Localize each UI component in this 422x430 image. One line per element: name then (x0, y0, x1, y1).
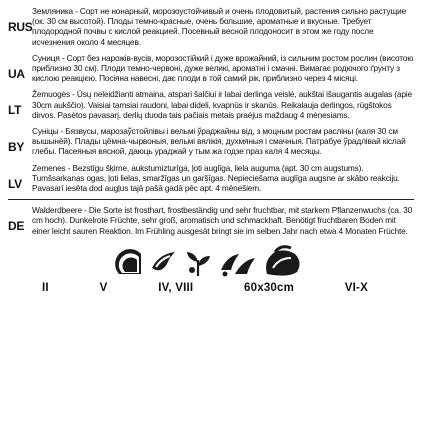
language-code: LV (8, 176, 22, 191)
language-code: BY (8, 140, 25, 155)
description-lt (8, 89, 414, 120)
sun-partial-icon (115, 248, 145, 278)
strawberry-icon (261, 244, 307, 278)
description-de (8, 205, 414, 236)
description-text: Walderdbeere - Die Sorte ist frosthart, frostbeständig und sehr fruchtbar, mit starkem Pflanzenwuchs (ca. 30 cm hoch). Dunkelrote Früchte, sehr groß, aromatisch und schmackhaft. Benötigt fruchtbaren Boden mit einer leicht sauren Reaktion. Im Frühling ausgesät bringt sie im selben Jahr nach etwa 4 Monaten Früchte. (32, 205, 413, 236)
plant-spacing: 60x30cm (244, 281, 295, 294)
description-text: Суніцы - Бязвусы, марозаўстойлівы і вельмі ўраджайны від, з моцным ростам расліны (каля 30 см вышынёй). Плады цёмна-чырвоныя, вельмі вялікія, духмяныя і смачныя. Патрабуе ўрадлівай кіслай глебы. Пасеяныя вясной, даюць ураджай у тым жа годзе праз каля 4 месяцы. (32, 126, 406, 157)
cultivation-calendar (8, 282, 414, 294)
sowing-month: II (42, 281, 49, 294)
cultivation-icons (8, 244, 414, 278)
language-code: LT (8, 103, 22, 118)
harvest-period: VI-X (344, 281, 368, 294)
planting-month: V (99, 281, 108, 294)
divider (8, 199, 414, 200)
description-text: Суниця - Сорт без нарожів-вусів, морозостійкий і дуже врожайний, із сильним ростом рослин (висотою приблизно 30 см). Плоди темно-червоні, дуже великі, ароматні і смачні. Вимагає родючого ґрунту з кислою реакцією. Посіяна навесні, дає плоди в той самий рік, приблизно через 4 місяці. (32, 52, 414, 84)
description-text: Земляника - Сорт не нонарный, морозоустойчивый и очень плодовитый, растения сильно растущие (ок. 30 см высотой). Плоды темно-красные, очень большие, ароматные и вкусные. Требует плодородной почвы с кислой реакцией. Посевный весной плодоносит в этом же году после исчезнения около 4 месяцев. (32, 6, 407, 47)
harvest-months: IV, VIII (158, 281, 194, 294)
description-lv (8, 163, 414, 194)
language-code: DE (8, 219, 25, 234)
watering-can-icon (149, 248, 179, 278)
seed-packet-icon (217, 248, 257, 278)
seedling-icon (183, 248, 213, 278)
description-text: Zemenes - Bezstīgu šķirne, aukstumizturīga, ļoti auglīga, liela auguma (apt. 30 cm augstums). Tumšsarkanas ogas, ļoti lielas, smaržīgas un garšīgas. Nepieciešama auglīga augsne ar skābo reakciju. Pavasarī iesēta dod augļus tajā pašā gadā pēc apt. 4 mēnešiem. (32, 162, 400, 194)
language-code: UA (8, 66, 25, 81)
language-code: RUS (8, 20, 33, 34)
description-ua (8, 53, 414, 84)
description-ru (8, 6, 414, 47)
description-by (8, 126, 414, 157)
description-text: Žemuogės - Ūsų neleidžianti atmaina, atspari šalčiui ir labai derlinga veislė, aukštai išaugantis augalas (apie 30cm aukščio). Vaisiai tamsiai raudoni, labai dideli, kvapnūs ir skanūs. Reikalauja derlingos, rūgštokos dirvos. Pasėtos pavasarį, derlių duoda tais pačiais metais praėjus maždaug 4 mėnesiams. (32, 89, 412, 120)
